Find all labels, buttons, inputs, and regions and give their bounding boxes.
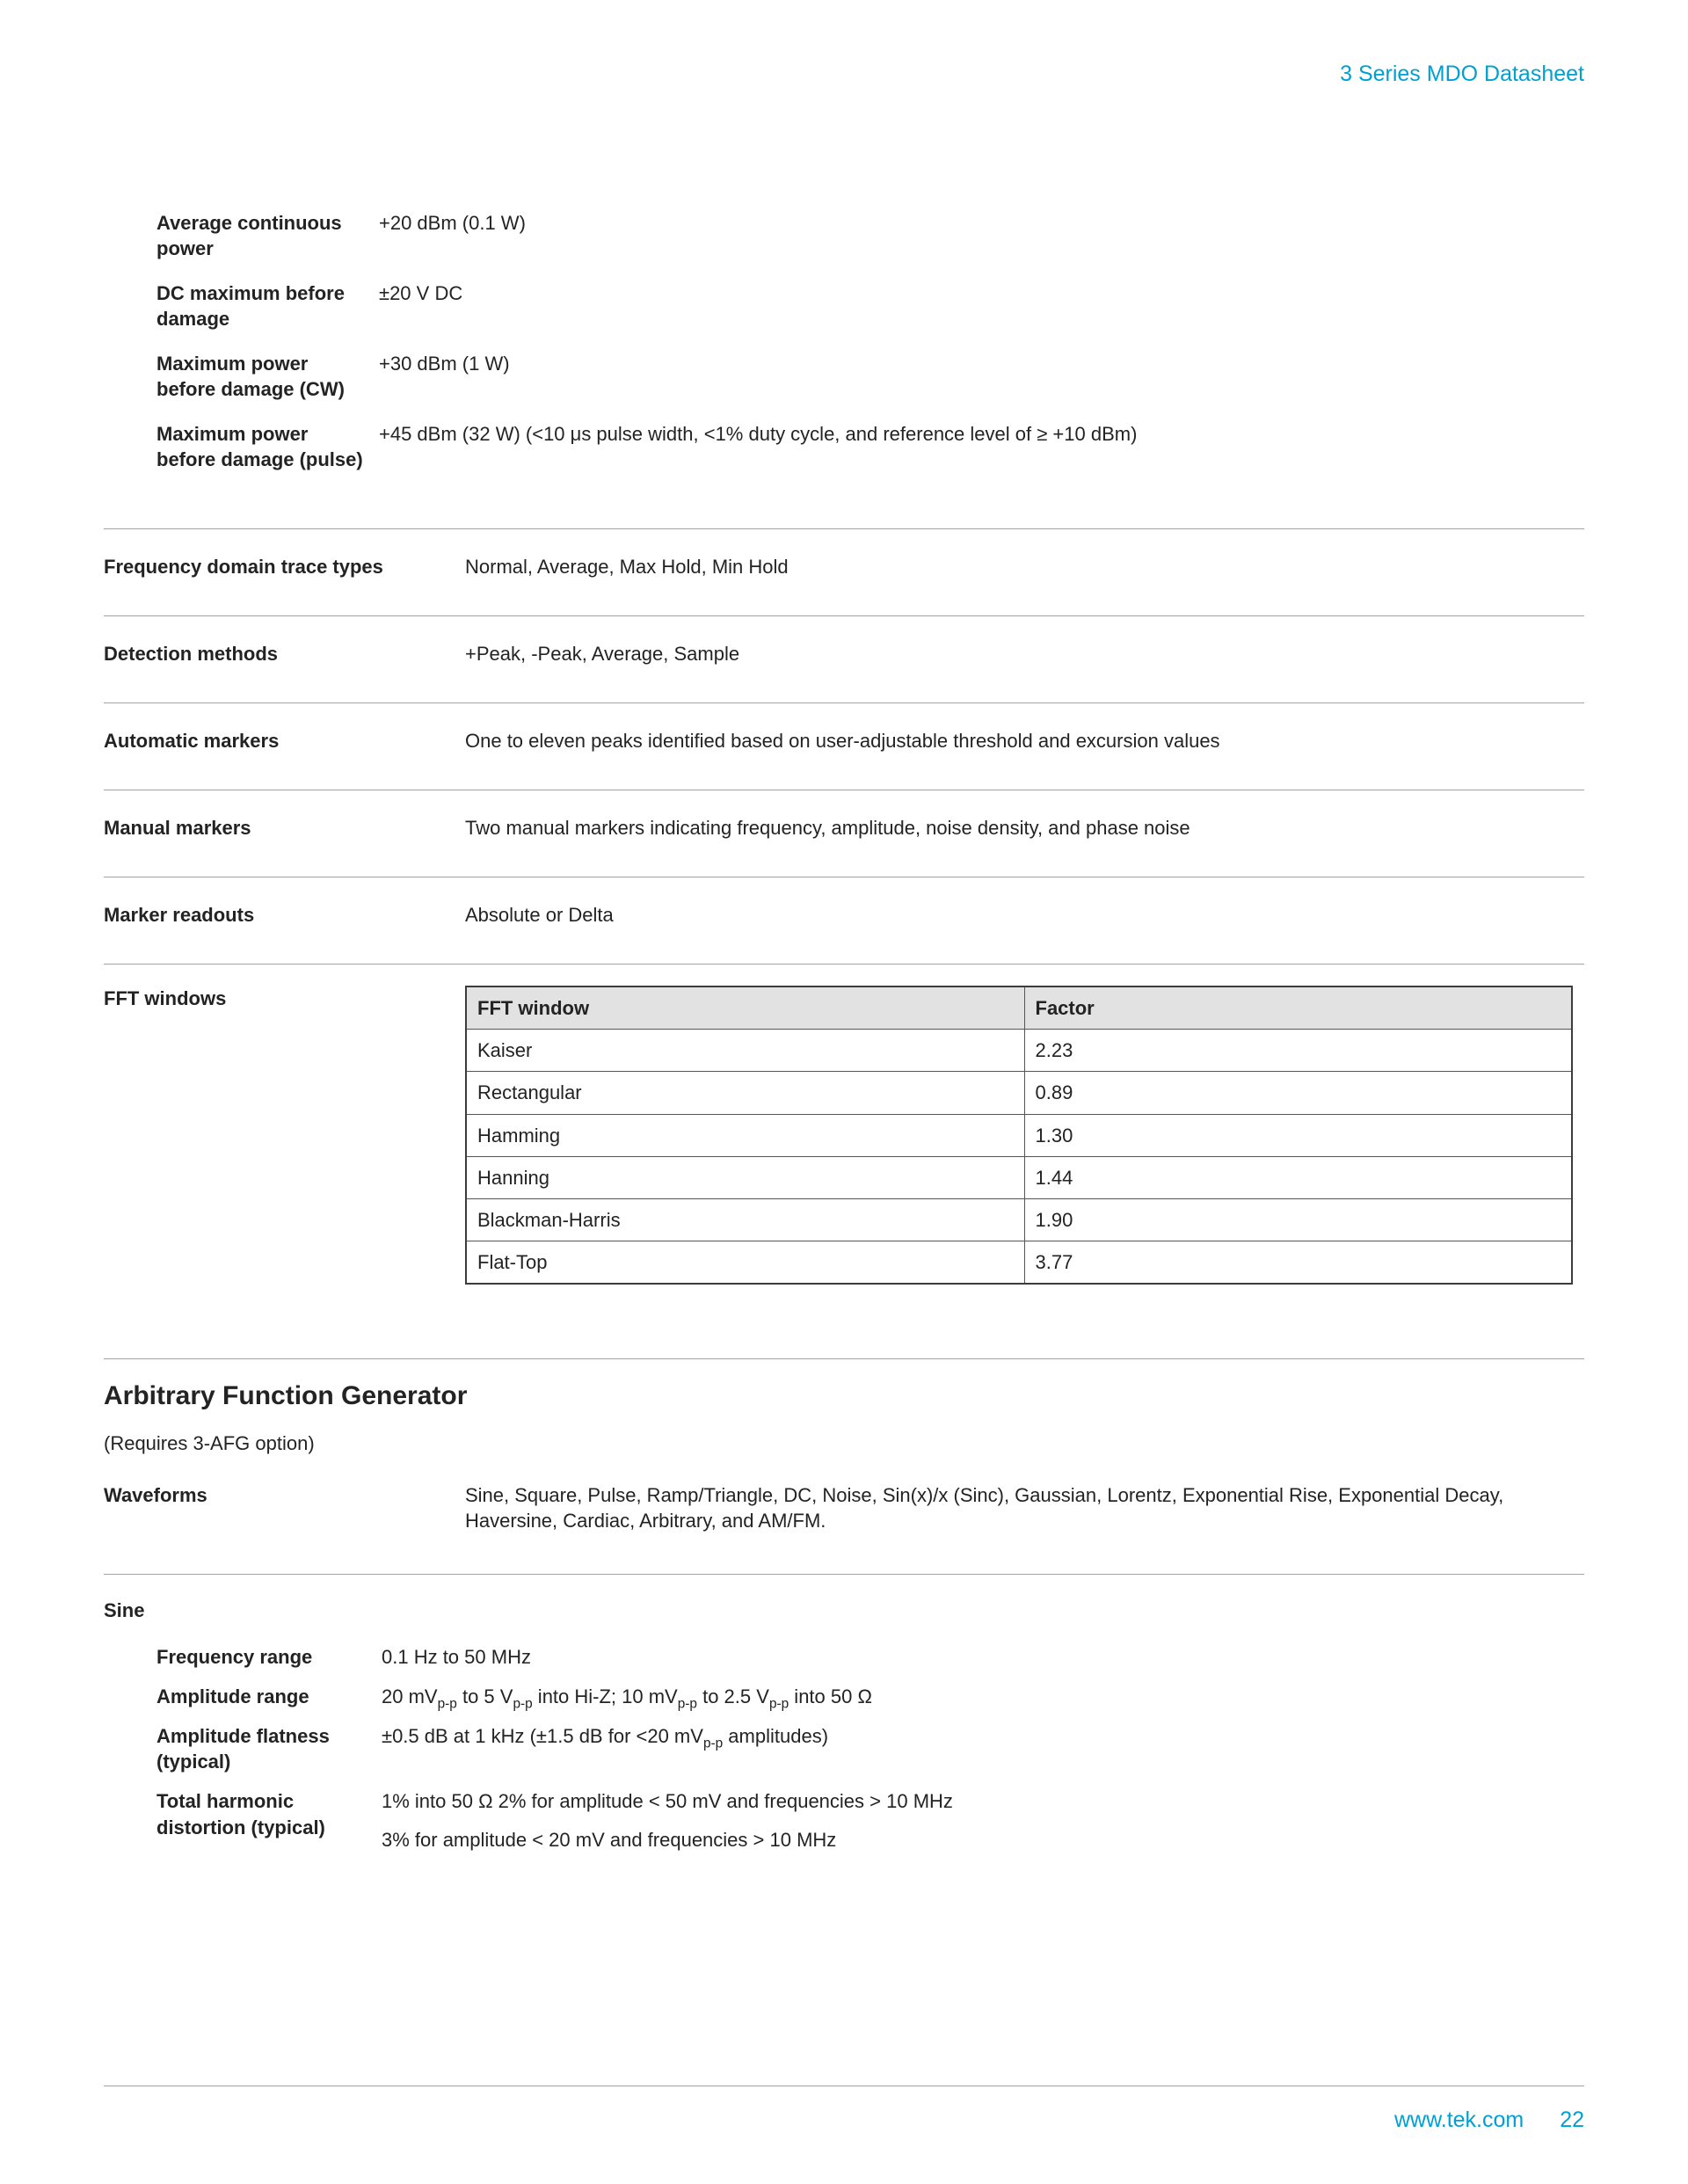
fft-table-header-factor: Factor [1024,986,1572,1030]
spec-value: ±0.5 dB at 1 kHz (±1.5 dB for <20 $mV_{p-p}$ amplitudes) [382,1725,829,1751]
spec-label: Waveforms [104,1484,207,1507]
spec-label: Frequency range [156,1646,313,1669]
spec-label: Automatic markers [104,730,280,753]
fft-table-row [466,1156,1572,1198]
fft-table-header-window: FFT window [466,986,1024,1030]
power-specs-section [156,210,1584,472]
spec-value: +Peak, -Peak, Average, Sample [465,643,740,666]
spec-value: 1% into 50 Ω 2% for amplitude < 50 mV and frequencies > 10 MHz 3% for amplitude < 20 mV and frequencies > 10 MHz [382,1790,953,1851]
fft-window-cell: Kaiser [466,1030,1024,1072]
spec-list [104,528,1584,1358]
spec-label: Marker readouts [104,904,255,927]
spec-row-frequency-range [156,1644,1584,1670]
fft-table-row [466,1114,1572,1156]
waveforms-row [104,1482,1584,1574]
spec-value: Sine, Square, Pulse, Ramp/Triangle, DC, Noise, Sin(x)/x (Sinc), Gaussian, Lorentz, Exponential Rise, Exponential Decay, Haversine, Cardiac, Arbitrary, and AM/FM. [465,1484,1504,1532]
spec-label: Average continuous power [156,212,342,260]
fft-factor-cell: 1.44 [1024,1156,1572,1198]
spec-label: Amplitude range [156,1685,309,1708]
fft-window-cell: Rectangular [466,1072,1024,1114]
fft-table-row [466,1241,1572,1284]
spec-value: +30 dBm (1 W) [379,353,510,375]
fft-window-cell: Flat-Top [466,1241,1024,1284]
fft-factor-cell: 1.30 [1024,1114,1572,1156]
spec-label: Amplitude flatness (typical) [156,1725,330,1773]
sine-section [104,1574,1584,1852]
fft-factor-cell: 0.89 [1024,1072,1572,1114]
spec-value: Normal, Average, Max Hold, Min Hold [465,556,789,579]
spec-value: Two manual markers indicating frequency, amplitude, noise density, and phase noise [465,817,1190,840]
fft-windows-row [104,964,1584,1358]
fft-table-row [466,1072,1572,1114]
spec-row [156,351,1584,402]
spec-row-automatic-markers [104,703,1584,790]
spec-label: Maximum power before damage (CW) [156,353,345,401]
spec-row-total-harmonic-distortion [156,1788,1584,1852]
spec-row-amplitude-flatness [156,1723,1584,1774]
spec-row [156,210,1584,261]
section-subtitle: (Requires 3-AFG option) [104,1432,315,1455]
fft-window-cell: Hanning [466,1156,1024,1198]
spec-value: ±20 V DC [379,282,463,305]
spec-value: 20 $mV_{p-p}$ to 5 $V_{p-p}$ into Hi-Z; 10 $mV_{p-p}$ to 2.5 $V_{p-p}$ into 50 Ω [382,1685,872,1712]
spec-value: 0.1 Hz to 50 MHz [382,1646,531,1669]
spec-value: +45 dBm (32 W) (<10 μs pulse width, <1% duty cycle, and reference level of ≥ +10 dBm) [379,423,1138,446]
fft-table-container [465,986,1584,1284]
fft-windows-table [465,986,1573,1284]
fft-window-cell: Blackman-Harris [466,1198,1024,1241]
spec-label: FFT windows [104,987,227,1010]
spec-label: DC maximum before damage [156,282,345,331]
spec-row-amplitude-range [156,1684,1584,1712]
section-title: Arbitrary Function Generator [104,1380,468,1410]
fft-window-cell: Hamming [466,1114,1024,1156]
fft-table-header-row [466,986,1572,1030]
spec-row-detection-methods [104,615,1584,703]
fft-table-row [466,1030,1572,1072]
fft-factor-cell: 3.77 [1024,1241,1572,1284]
spec-label: Frequency domain trace types [104,556,383,579]
spec-value: One to eleven peaks identified based on user-adjustable threshold and excursion values [465,730,1220,753]
spec-value: +20 dBm (0.1 W) [379,212,526,234]
spec-row [156,421,1584,472]
page-number: 22 [1560,2108,1584,2132]
spec-row [156,280,1584,331]
spec-label: Total harmonic distortion (typical) [156,1790,325,1838]
fft-factor-cell: 2.23 [1024,1030,1572,1072]
spec-row-frequency-domain-trace-types [104,528,1584,615]
subsection-title: Sine [104,1599,145,1622]
spec-row-manual-markers [104,790,1584,877]
fft-factor-cell: 1.90 [1024,1198,1572,1241]
spec-value: Absolute or Delta [465,904,614,927]
footer-link[interactable]: www.tek.com [1393,2108,1524,2132]
document-title: 3 Series MDO Datasheet [1340,62,1584,86]
sine-spec-rows [156,1644,1584,1852]
doc-header [104,60,1584,89]
spec-row-marker-readouts [104,877,1584,964]
spec-label: Detection methods [104,643,279,666]
spec-label: Manual markers [104,817,251,840]
afg-section [104,1358,1584,1575]
spec-label: Maximum power before damage (pulse) [156,423,363,471]
doc-footer [104,2086,1584,2135]
fft-table-row [466,1198,1572,1241]
